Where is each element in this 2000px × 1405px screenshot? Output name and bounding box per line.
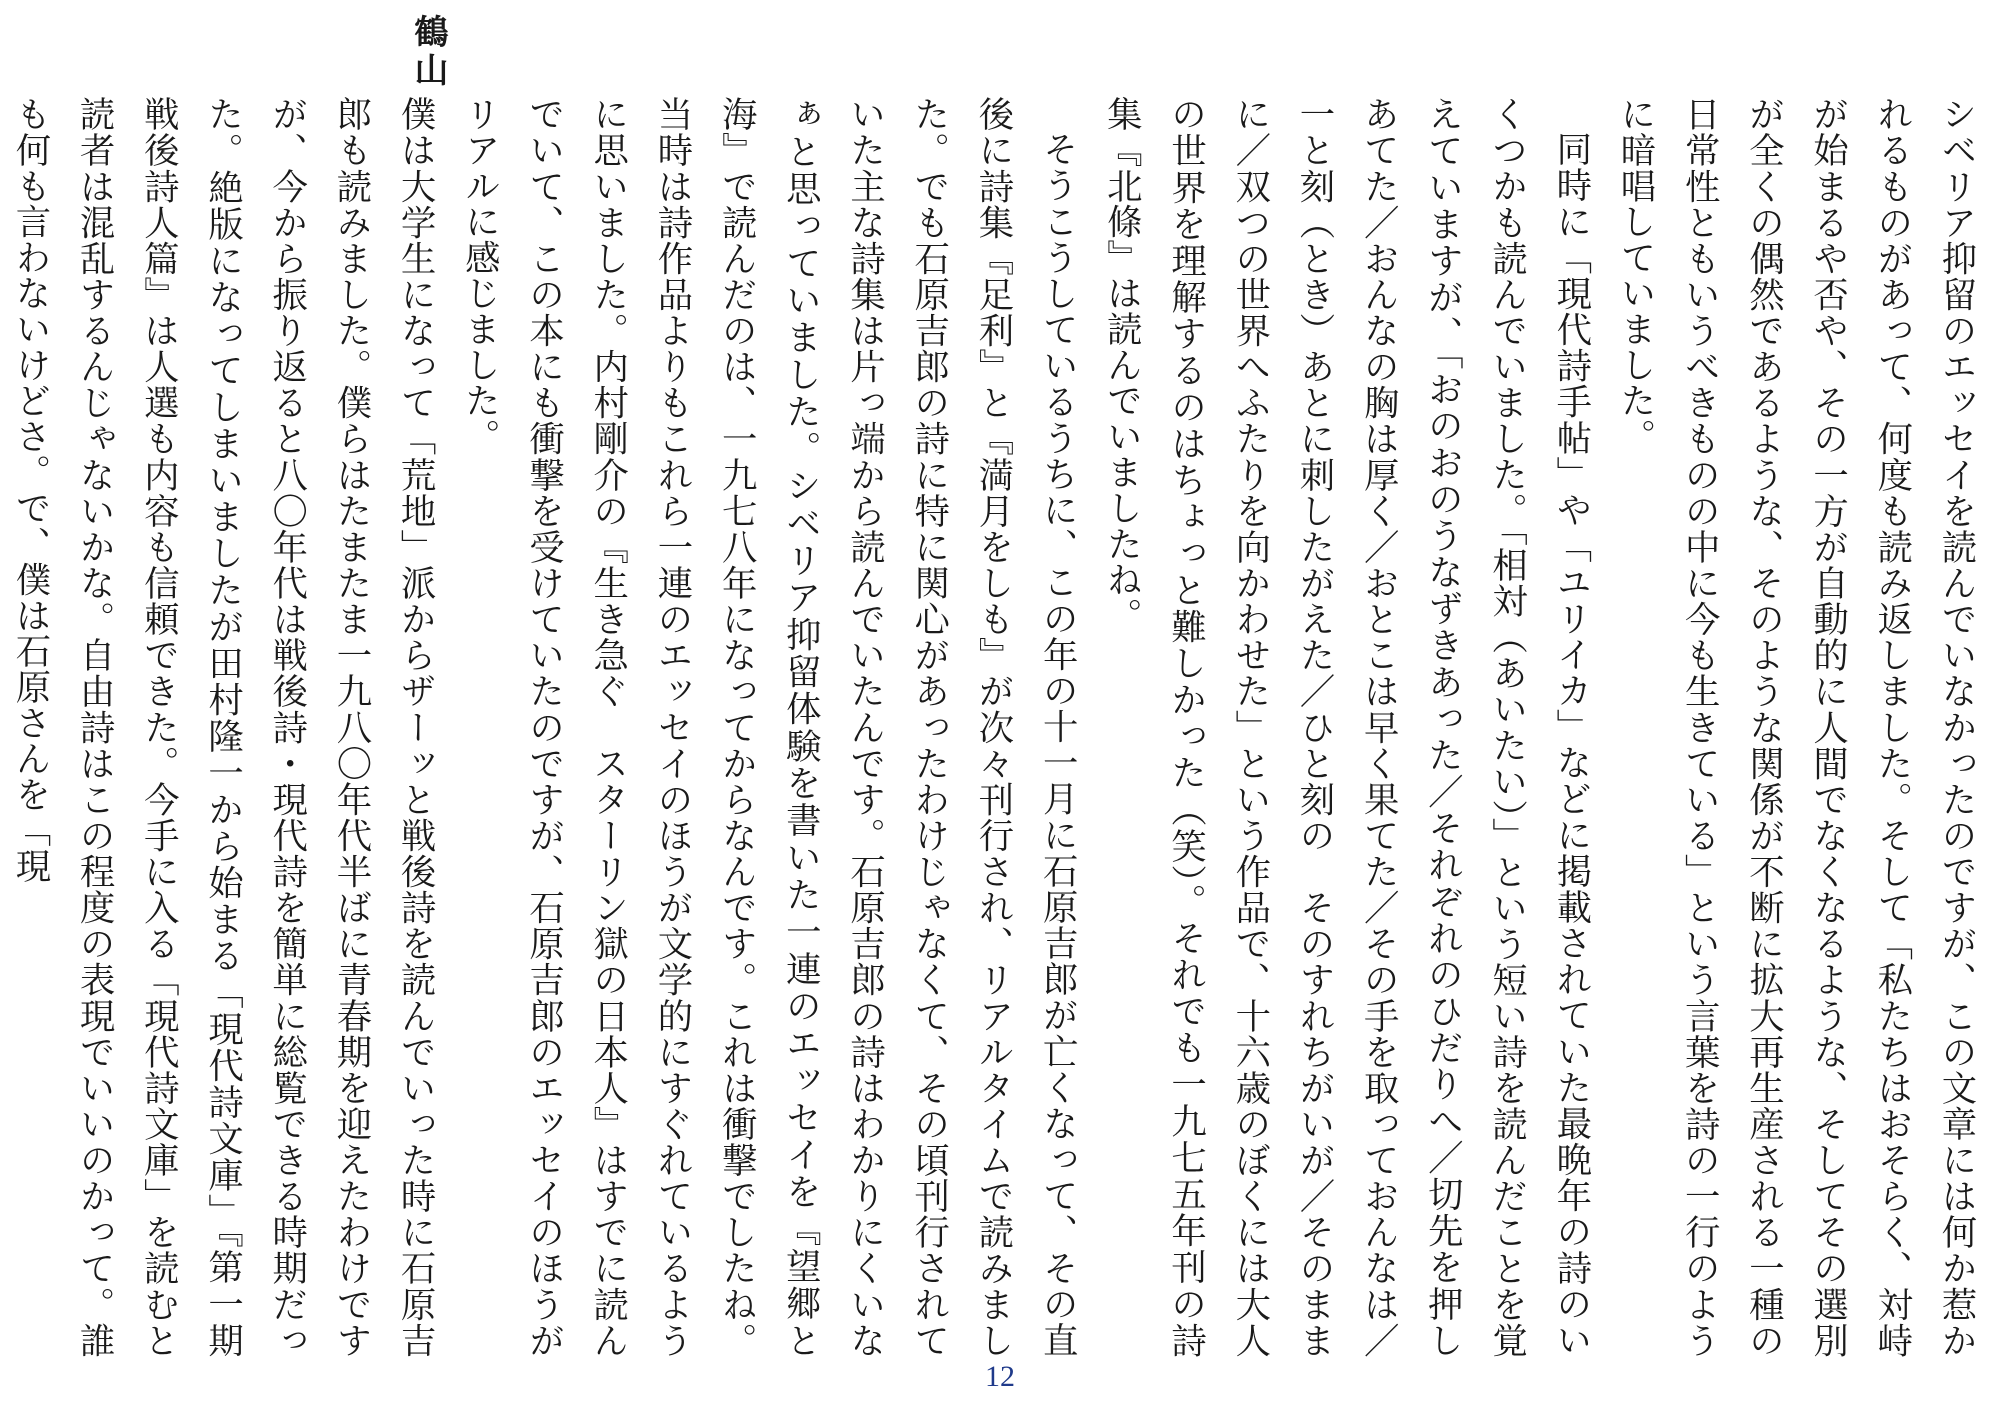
paragraph-4: 僕は大学生になって「荒地」派からザーッと戦後詩を読んでいった時に石原吉郎も読みました。僕らはたまたま一九八〇年代半ばに青春期を迎えたわけですが、今から振り返ると八〇年代は戦後詩・現代詩を簡単に総覧できる時期だった。絶版になってしまいましたが田村隆一から始まる「現代詩文庫」『第一期戦後詩人篇』は人選も内容も信頼できた。今手に入る「現代詩文庫」を読むと読者は混乱するんじゃないかな。自由詩はこの程度の表現でいいのかって。誰も何も言わないけどさ。で、僕は石原さんを「現 xyxy=(9,96,437,1358)
speaker-label: 鶴山 xyxy=(408,14,448,90)
paragraph-3: そうこうしているうちに、この年の十一月に石原吉郎が亡くなって、その直後に詩集『足利』と『満月をしも』が次々刊行され、リアルタイムで読みました。でも石原吉郎の詩に特に関心があったわけじゃなくて、その頃刊行されていた主な詩集は片っ端から読んでいたんです。石原吉郎の詩はわかりにくいなぁと思っていました。シベリア抑留体験を書いた一連のエッセイを『望郷と海』で読んだのは、一九七八年になってからなんです。これは衝撃でしたね。当時は詩作品よりもこれら一連のエッセイのほうが文学的にすぐれているように思いました。内村剛介の『生き急ぐ スターリン獄の日本人』はすでに読んでいて、この本にも衝撃を受けていたのですが、石原吉郎のエッセイのほうがリアルに感じました。 xyxy=(459,96,1079,1358)
paragraph-2: 同時に「現代詩手帖」や「ユリイカ」などに掲載されていた最晩年の詩のいくつかも読んでいました。「相対（あいたい）」という短い詩を読んだことを覚えていますが、「おのおのうなずきあった／それぞれのひだりへ／切先を押しあてた／おんなの胸は厚く／おとこは早く果てた／その手を取っておんなは／一と刻（とき）あとに刺したがえた／ひと刻の そのすれちがいが／そのままに／双つの世界へふたりを向かわせた」という作品で、十六歳のぼくには大人の世界を理解するのはちょっと難しかった（笑）。それでも一九七五年刊の詩集『北條』は読んでいましたね。 xyxy=(1101,96,1592,1358)
page-number: 12 xyxy=(985,1360,1015,1393)
paragraph-1: シベリア抑留のエッセイを読んでいなかったのですが、この文章には何か惹かれるものがあって、何度も読み返しました。そして「私たちはおそらく、対峙が始まるや否や、その一方が自動的に人間でなくなるような、そしてその選別が全くの偶然であるような、そのような関係が不断に拡大再生産される一種の日常性ともいうべきものの中に今も生きている」という言葉を詩の一行のように暗唱していました。 xyxy=(1614,96,1977,1358)
body-text xyxy=(9,96,1988,1358)
